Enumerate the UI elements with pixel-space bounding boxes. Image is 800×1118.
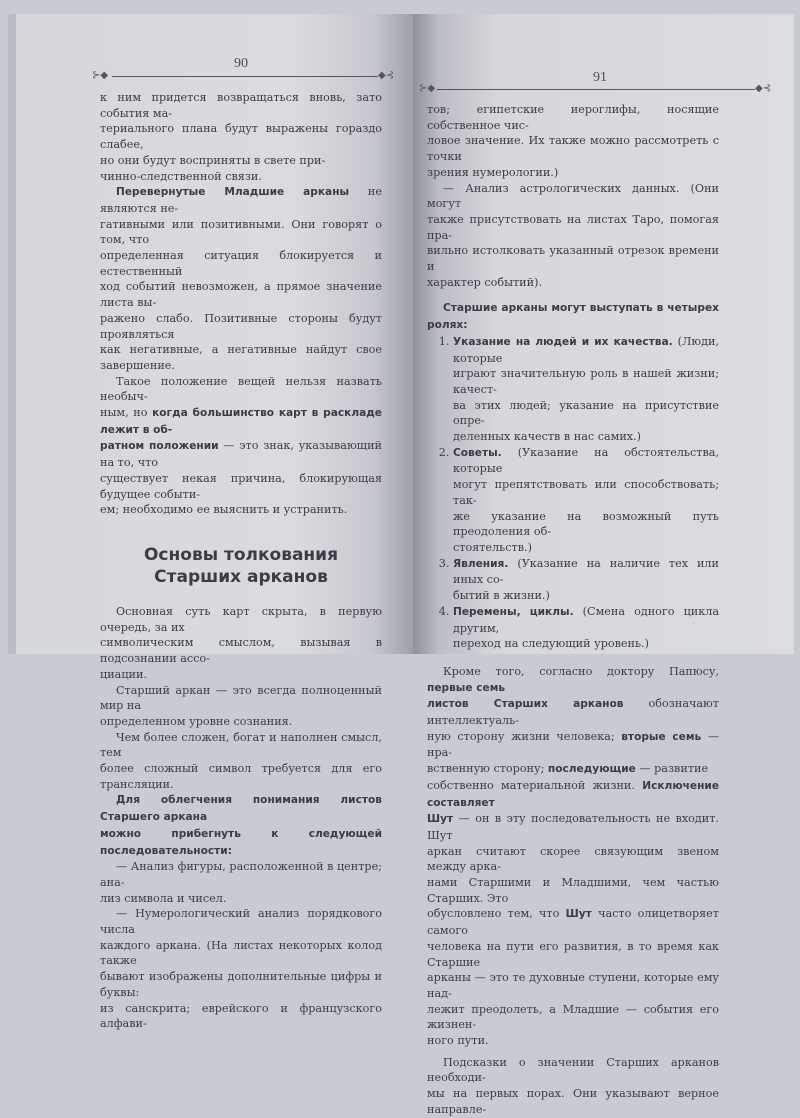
roles-list [427,334,719,652]
left-page [16,14,413,1031]
paragraph: Подсказки о значении Старших арканов необходи- мы на первых порах. Они указывают верное направле- [427,1055,719,1116]
paragraph: — Анализ фигуры, расположенной в центре; ана- лиз символа и чисел. [100,860,382,905]
paragraph: Основная суть карт скрыта, в первую очередь, за их символическим смыслом, вызывая в подсознании ассо- циации. [100,604,382,681]
page-number: 90 [234,56,248,71]
header-rule [112,76,378,77]
paragraph: Чем более сложен, богат и наполнен смысл, тем более сложный символ требуется для его трансляции. [100,730,382,791]
paragraph: Перевернутые Младшие арканы не являются не- гативными или позитивными. Они говорят о том, что определенная ситуация блокируется и естественный ход событий невозможен, а прямое значение листа вы- ражено слабо. Позитивные стороны будут проявляться как негативные, а негативные найдут свое завершение. [100,185,382,372]
left-page-text [100,90,382,1032]
section-heading: Основы толкования Старших арканов [143,544,338,587]
paragraph: — Анализ астрологических данных. (Они могут также присутствовать на листах Таро, помогая пра- вильно истолковать указанный отрезок времени и характер событий). [427,181,719,289]
paragraph-bold: Для облегчения понимания листов Старшего аркана можно прибегнуть к следующей последовательности: [100,794,382,857]
paragraph: — Нумерологический анализ порядкового числа каждого аркана. (На листах некоторых колод также бывают изображены дополнительные цифры и буквы: из санскрита; еврейского и французского алфави- [100,907,382,1031]
book-spread [8,14,794,1116]
paragraph: к ним придется возвращаться вновь, зато события ма- териального плана будут выражены гораздо слабее, но они будут восприняты в свете при- чинно-следственной связи. [100,91,382,183]
list-item: 1. Указание на людей и их качества. (Люди, которые играют значительную роль в нашей жизни; качест- ва этих людей; указание на присутствие опре- деленных качеств в нас самих.) [453,334,719,445]
roles-heading: Старшие арканы могут выступать в четырех ролях: [427,302,719,332]
ornament-right-icon: ◆⊰ [755,83,772,94]
right-page [413,14,794,1116]
ornament-right-icon: ◆⊰ [378,70,395,81]
list-item: 2. Советы. (Указание на обстоятельства, которые могут препятствовать или способствовать; так- же указание на возможный путь преодоления об- стоятельств.) [453,445,719,556]
ornament-left-icon: ⊱◆ [419,83,436,94]
right-page-text [427,102,719,1118]
list-item: 4. Перемены, циклы. (Смена одного цикла другим, переход на следующий уровень.) [453,604,719,652]
paragraph: Кроме того, согласно доктору Папюсу, первые семь листов Старших арканов обозначают интеллектуаль- ную сторону жизни человека; вторые семь — нра- вственную сторону; последующие — развитие собственно материальной жизни. Исключение составляет Шут — он в эту последовательность не входит. Шут аркан считают скорее связующим звеном между арка- нами Старшими и Младшими, чем частью Старших. Это обусловлено тем, что Шут часто олицетворяет самого человека на пути его развития, в то время как Старшие арканы — это те духовные ступени, которые ему над- лежит преодолеть, а Младшие — события его жизнен- ного пути. [427,664,720,1048]
header-rule [437,89,755,90]
page-number: 91 [593,70,607,85]
ornament-left-icon: ⊱◆ [92,70,109,81]
paragraph: Старший аркан — это всегда полноценный мир на определенном уровне сознания. [100,683,382,728]
list-item: 3. Явления. (Указание на наличие тех или иных со- бытий в жизни.) [453,556,719,604]
paragraph: тов; египетские иероглифы, носящие собственное чис- ловое значение. Их также можно рассмотреть с точки зрения нумерологии.) [427,103,719,179]
paragraph: Такое положение вещей нельзя назвать необыч- ным, но когда большинство карт в раскладе лежит в об- ратном положении — это знак, указывающий на то, что существует некая причина, блокирующая будущее событи- ем; необходимо ее выяснить и устранить. [100,374,382,517]
